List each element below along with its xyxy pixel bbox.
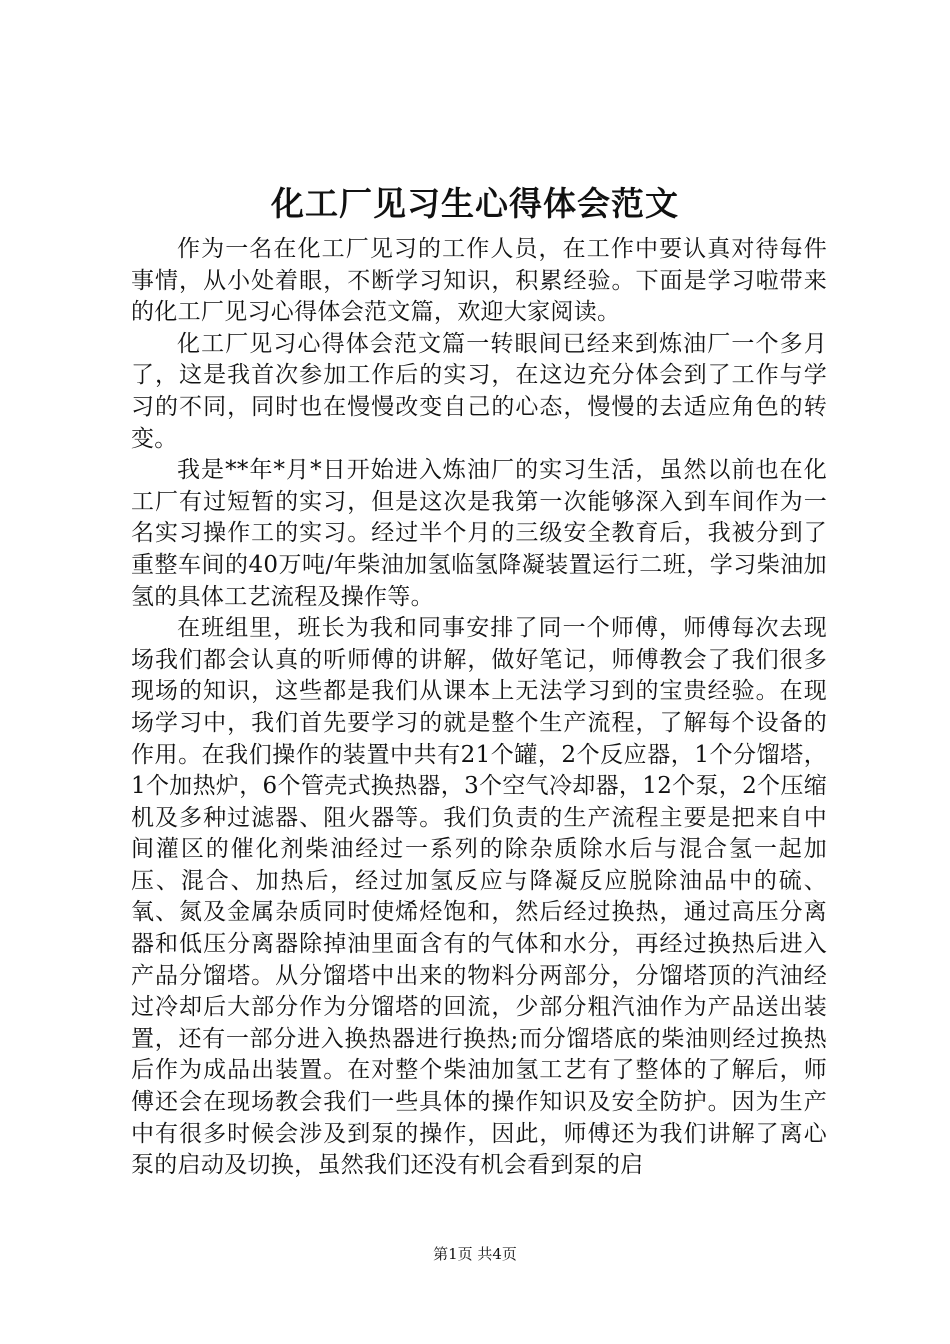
document-title: 化工厂见习生心得体会范文 [271, 184, 679, 223]
page-number-footer: 第1页 共4页 [433, 1245, 517, 1263]
paragraph-2: 我是**年*月*日开始进入炼油厂的实习生活，虽然以前也在化工厂有过短暂的实习，但是这次是我第一次能够深入到车间作为一名实习操作工的实习。经过半个月的三级安全教育后，我被分到了重整车间的40万吨/年柴油加氢临氢降凝装置运行二班，学习柴油加氢的具体工艺流程及操作等。 [131, 457, 827, 610]
paragraph-1: 化工厂见习心得体会范文篇一转眼间已经来到炼油厂一个多月了，这是我首次参加工作后的实习，在这边充分体会到了工作与学习的不同，同时也在慢慢改变自己的心态，慢慢的去适应角色的转变。 [131, 330, 827, 452]
paragraph-3: 在班组里，班长为我和同事安排了同一个师傅，师傅每次去现场我们都会认真的听师傅的讲解，做好笔记，师傅教会了我们很多现场的知识，这些都是我们从课本上无法学习到的宝贵经验。在现场学习中，我们首先要学习的就是整个生产流程，了解每个设备的作用。在我们操作的装置中共有21个罐，2个反应器，1个分馏塔，1个加热炉，6个管壳式换热器，3个空气冷却器，12个泵，2个压缩机及多种过滤器、阻火器等。我们负责的生产流程主要是把来自中间灌区的催化剂柴油经过一系列的除杂质除水后与混合氢一起加压、混合、加热后，经过加氢反应与降凝反应脱除油品中的硫、氧、氮及金属杂质同时使烯烃饱和，然后经过换热，通过高压分离器和低压分离器除掉油里面含有的气体和水分，再经过换热后进入产品分馏塔。从分馏塔中出来的物料分两部分，分馏塔顶的汽油经过冷却后大部分作为分馏塔的回流，少部分粗汽油作为产品送出装置，还有一部分进入换热器进行换热;而分馏塔底的柴油则经过换热后作为成品出装置。在对整个柴油加氢工艺有了整体的了解后，师傅还会在现场教会我们一些具体的操作知识及安全防护。因为生产中有很多时候会涉及到泵的操作，因此，师傅还为我们讲解了离心泵的启动及切换，虽然我们还没有机会看到泵的启 [131, 615, 827, 1179]
document-body [131, 234, 827, 1182]
paragraph-intro: 作为一名在化工厂见习的工作人员，在工作中要认真对待每件事情，从小处着眼，不断学习知识，积累经验。下面是学习啦带来的化工厂见习心得体会范文篇，欢迎大家阅读。 [131, 236, 827, 326]
